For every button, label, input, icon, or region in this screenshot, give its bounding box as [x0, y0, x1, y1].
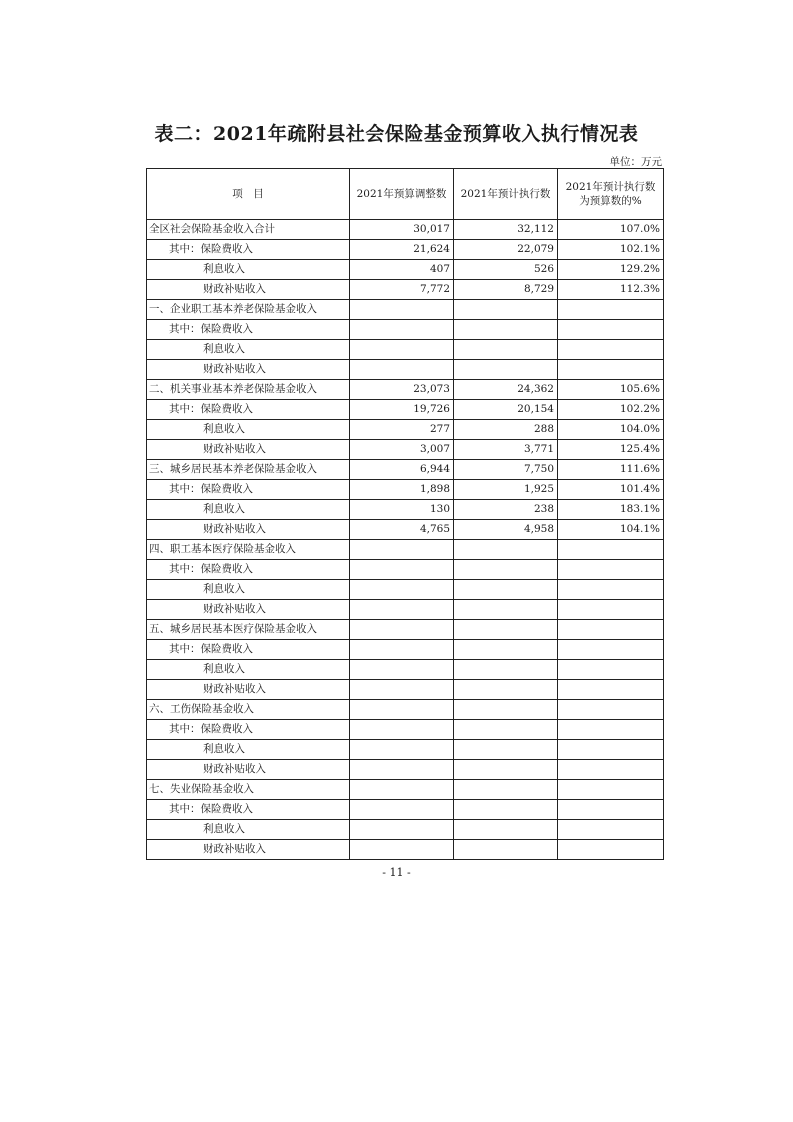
row-percent: 101.4%: [558, 480, 664, 500]
row-estimate: [454, 360, 558, 380]
row-percent: 125.4%: [558, 440, 664, 460]
row-label: 其中：保险费收入: [147, 480, 350, 500]
table-row: [147, 700, 664, 720]
row-label: 全区社会保险基金收入合计: [147, 220, 350, 240]
row-estimate: [454, 640, 558, 660]
row-budget: [350, 800, 454, 820]
table-row: [147, 520, 664, 540]
row-budget: 3,007: [350, 440, 454, 460]
row-percent: [558, 840, 664, 860]
row-budget: 130: [350, 500, 454, 520]
row-percent: [558, 340, 664, 360]
row-budget: [350, 640, 454, 660]
table-row: [147, 840, 664, 860]
row-budget: 407: [350, 260, 454, 280]
row-percent: [558, 660, 664, 680]
row-label: 二、机关事业基本养老保险基金收入: [147, 380, 350, 400]
row-label: 五、城乡居民基本医疗保险基金收入: [147, 620, 350, 640]
table-row: [147, 420, 664, 440]
row-label: 三、城乡居民基本养老保险基金收入: [147, 460, 350, 480]
row-label: 财政补贴收入: [147, 520, 350, 540]
row-label: 利息收入: [147, 660, 350, 680]
table-row: [147, 560, 664, 580]
row-label: 其中：保险费收入: [147, 800, 350, 820]
budget-table: [146, 168, 664, 860]
row-label: 财政补贴收入: [147, 760, 350, 780]
table-row: [147, 380, 664, 400]
row-budget: [350, 300, 454, 320]
row-percent: [558, 600, 664, 620]
row-budget: [350, 600, 454, 620]
row-estimate: 32,112: [454, 220, 558, 240]
row-estimate: [454, 680, 558, 700]
row-estimate: 4,958: [454, 520, 558, 540]
row-percent: [558, 700, 664, 720]
row-percent: [558, 360, 664, 380]
row-percent: 102.1%: [558, 240, 664, 260]
row-percent: [558, 540, 664, 560]
row-estimate: 8,729: [454, 280, 558, 300]
row-estimate: [454, 760, 558, 780]
row-percent: [558, 560, 664, 580]
row-label: 其中：保险费收入: [147, 720, 350, 740]
table-row: [147, 600, 664, 620]
row-budget: 19,726: [350, 400, 454, 420]
row-budget: [350, 580, 454, 600]
row-estimate: [454, 320, 558, 340]
table-row: [147, 540, 664, 560]
table-row: [147, 320, 664, 340]
row-estimate: [454, 820, 558, 840]
table-row: [147, 240, 664, 260]
row-estimate: 288: [454, 420, 558, 440]
table-row: [147, 500, 664, 520]
row-estimate: 24,362: [454, 380, 558, 400]
table-row: [147, 260, 664, 280]
row-label: 其中：保险费收入: [147, 640, 350, 660]
row-label: 四、职工基本医疗保险基金收入: [147, 540, 350, 560]
table-row: [147, 660, 664, 680]
row-percent: 111.6%: [558, 460, 664, 480]
row-estimate: [454, 700, 558, 720]
row-estimate: [454, 600, 558, 620]
table-row: [147, 440, 664, 460]
row-label: 利息收入: [147, 580, 350, 600]
row-estimate: [454, 800, 558, 820]
row-budget: 4,765: [350, 520, 454, 540]
table-row: [147, 780, 664, 800]
row-budget: [350, 780, 454, 800]
table-row: [147, 480, 664, 500]
row-budget: 30,017: [350, 220, 454, 240]
table-row: [147, 280, 664, 300]
row-label: 七、失业保险基金收入: [147, 780, 350, 800]
row-percent: [558, 620, 664, 640]
unit-note: 单位：万元: [609, 156, 662, 168]
table-row: [147, 720, 664, 740]
row-estimate: 526: [454, 260, 558, 280]
row-percent: 104.1%: [558, 520, 664, 540]
row-percent: 102.2%: [558, 400, 664, 420]
row-label: 财政补贴收入: [147, 680, 350, 700]
row-label: 利息收入: [147, 340, 350, 360]
row-percent: 107.0%: [558, 220, 664, 240]
row-budget: [350, 760, 454, 780]
row-estimate: 238: [454, 500, 558, 520]
table-row: [147, 220, 664, 240]
table-row: [147, 300, 664, 320]
row-budget: [350, 740, 454, 760]
row-budget: [350, 820, 454, 840]
row-estimate: [454, 840, 558, 860]
row-budget: [350, 720, 454, 740]
row-estimate: 7,750: [454, 460, 558, 480]
table-row: [147, 760, 664, 780]
table-header-row: [147, 169, 664, 220]
row-budget: 7,772: [350, 280, 454, 300]
row-estimate: 1,925: [454, 480, 558, 500]
row-percent: 129.2%: [558, 260, 664, 280]
row-label: 其中：保险费收入: [147, 320, 350, 340]
row-percent: [558, 300, 664, 320]
row-label: 利息收入: [147, 260, 350, 280]
row-percent: 183.1%: [558, 500, 664, 520]
row-estimate: [454, 300, 558, 320]
row-budget: [350, 340, 454, 360]
row-label: 财政补贴收入: [147, 600, 350, 620]
row-estimate: [454, 580, 558, 600]
row-budget: [350, 700, 454, 720]
row-estimate: [454, 620, 558, 640]
row-label: 利息收入: [147, 420, 350, 440]
row-estimate: 20,154: [454, 400, 558, 420]
row-budget: 277: [350, 420, 454, 440]
row-label: 利息收入: [147, 500, 350, 520]
row-budget: 1,898: [350, 480, 454, 500]
table-row: [147, 740, 664, 760]
table-row: [147, 400, 664, 420]
row-budget: [350, 360, 454, 380]
row-label: 利息收入: [147, 740, 350, 760]
row-budget: 23,073: [350, 380, 454, 400]
row-budget: [350, 540, 454, 560]
row-percent: [558, 680, 664, 700]
row-label: 财政补贴收入: [147, 440, 350, 460]
row-budget: 21,624: [350, 240, 454, 260]
table-row: [147, 580, 664, 600]
table-body: [147, 220, 664, 860]
row-label: 财政补贴收入: [147, 360, 350, 380]
row-percent: [558, 320, 664, 340]
row-estimate: 22,079: [454, 240, 558, 260]
row-budget: [350, 660, 454, 680]
header-estimate: 2021年预计执行数: [454, 169, 558, 220]
row-budget: 6,944: [350, 460, 454, 480]
row-budget: [350, 620, 454, 640]
table-row: [147, 640, 664, 660]
table-row: [147, 620, 664, 640]
row-label: 利息收入: [147, 820, 350, 840]
row-label: 其中：保险费收入: [147, 560, 350, 580]
header-percent: 2021年预计执行数为预算数的%: [558, 169, 664, 220]
row-estimate: [454, 740, 558, 760]
table-row: [147, 460, 664, 480]
row-percent: 105.6%: [558, 380, 664, 400]
row-estimate: 3,771: [454, 440, 558, 460]
row-percent: [558, 760, 664, 780]
row-percent: [558, 720, 664, 740]
row-percent: [558, 740, 664, 760]
row-label: 六、工伤保险基金收入: [147, 700, 350, 720]
row-budget: [350, 840, 454, 860]
row-label: 财政补贴收入: [147, 840, 350, 860]
table-row: [147, 680, 664, 700]
row-label: 其中：保险费收入: [147, 240, 350, 260]
table-row: [147, 340, 664, 360]
row-budget: [350, 320, 454, 340]
row-estimate: [454, 720, 558, 740]
row-estimate: [454, 540, 558, 560]
row-label: 其中：保险费收入: [147, 400, 350, 420]
row-percent: [558, 640, 664, 660]
row-percent: [558, 580, 664, 600]
header-budget: 2021年预算调整数: [350, 169, 454, 220]
row-budget: [350, 680, 454, 700]
header-item: 项 目: [147, 169, 350, 220]
table-row: [147, 800, 664, 820]
row-percent: [558, 800, 664, 820]
row-budget: [350, 560, 454, 580]
row-estimate: [454, 560, 558, 580]
page-title: 表二：2021年疏附县社会保险基金预算收入执行情况表: [154, 123, 639, 145]
row-estimate: [454, 340, 558, 360]
row-percent: 104.0%: [558, 420, 664, 440]
row-label: 财政补贴收入: [147, 280, 350, 300]
row-estimate: [454, 660, 558, 680]
row-percent: [558, 780, 664, 800]
page-number: - 11 -: [382, 866, 411, 879]
row-estimate: [454, 780, 558, 800]
table-row: [147, 360, 664, 380]
row-percent: [558, 820, 664, 840]
table-row: [147, 820, 664, 840]
row-label: 一、企业职工基本养老保险基金收入: [147, 300, 350, 320]
row-percent: 112.3%: [558, 280, 664, 300]
